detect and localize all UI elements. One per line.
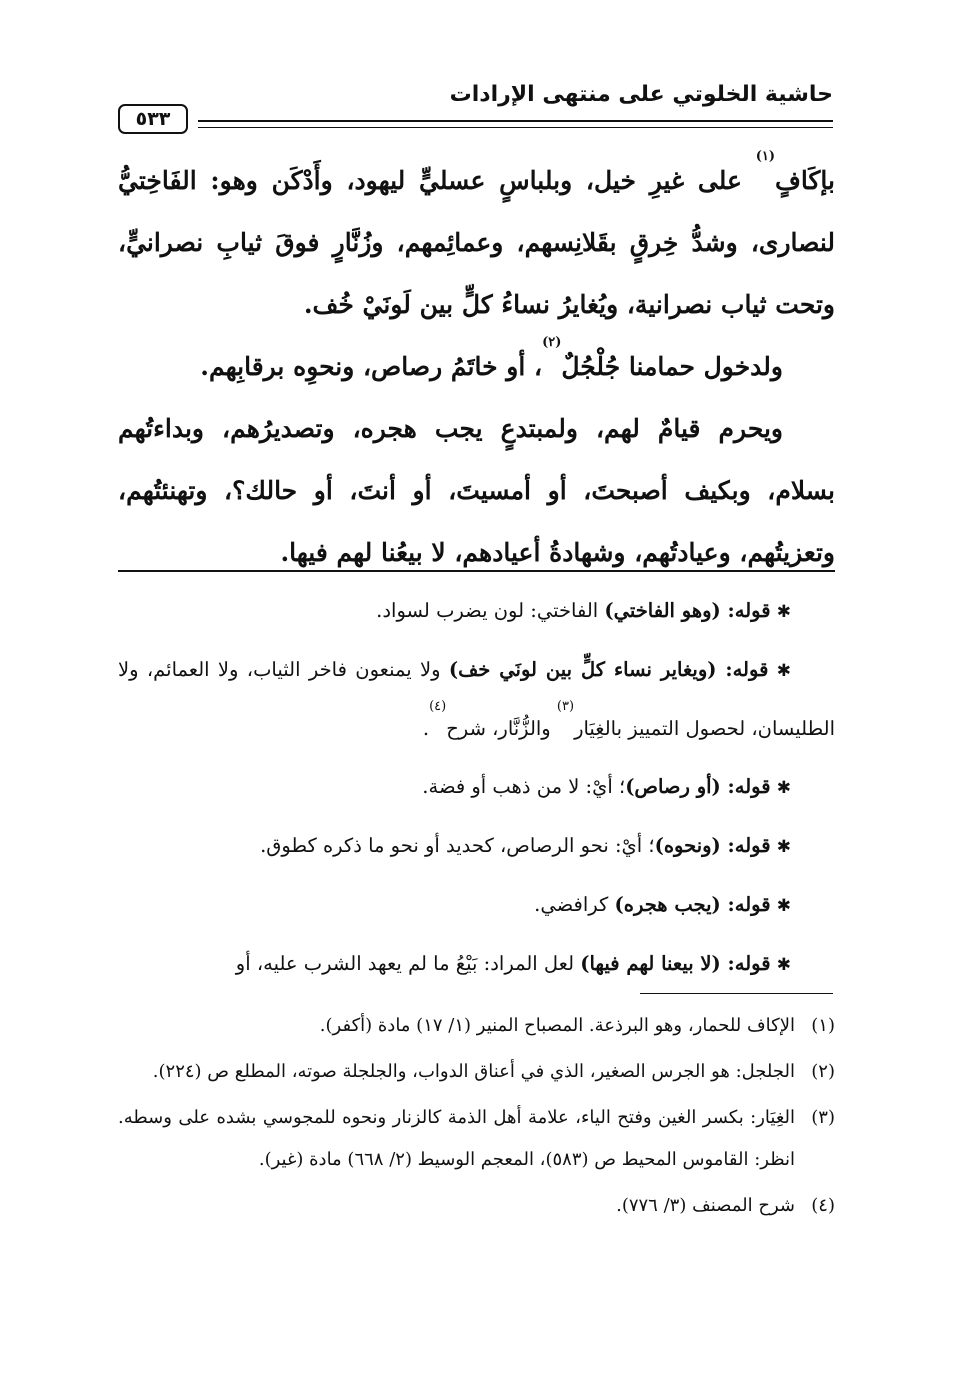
footnote-number: (٣) xyxy=(811,1107,835,1128)
main-paragraph-3: ويحرم قيامٌ لهم، ولمبتدعٍ يجب هجره، وتصديرُهم، وبداءتُهم بسلام، وبكيف أصبحتَ، أو أمسيتَ، أو أنتَ، أو حالك؟، وتهنئتُهم، وتعزيتُهم، وعيادتُهم، وشهادةُ أعيادهم، لا بيعُنا لهم فيها. xyxy=(118,414,835,567)
commentary-text: لعل المراد: بَيْعُ ما لم يعهد الشرب عليه، أو xyxy=(235,952,581,975)
commentary-text: . xyxy=(422,717,430,740)
main-text-run: ولدخول حمامنا جُلْجُلٌ xyxy=(561,352,783,381)
asterisk-icon: ✱ xyxy=(776,778,791,798)
footnote-ref-3: (٣) xyxy=(556,699,575,714)
commentary-section xyxy=(118,582,835,994)
main-separator-line xyxy=(118,570,835,572)
footnote-number: (٢) xyxy=(811,1061,835,1082)
footnote-ref-2: (٢) xyxy=(542,335,562,350)
commentary-lead: قوله: (ويغاير نساء كلٍّ بين لونَي خف) xyxy=(448,658,769,681)
footnote-separator-line xyxy=(640,993,833,994)
asterisk-icon: ✱ xyxy=(776,661,791,681)
footnote-ref-4: (٤) xyxy=(429,699,447,714)
page-number: ٥٣٣ xyxy=(118,104,188,134)
footnote-item xyxy=(118,1097,835,1181)
commentary-text: ؛ أيْ: لا من ذهب أو فضة. xyxy=(422,775,626,798)
commentary-item xyxy=(118,817,835,876)
page-header xyxy=(118,82,833,128)
commentary-lead: قوله: (لا بيعنا لهم فيها) xyxy=(580,952,771,975)
main-paragraph-1 xyxy=(118,150,835,336)
asterisk-icon: ✱ xyxy=(776,896,791,916)
main-text-run: ، أو خاتَمُ رصاص، ونحوِه برقابِهم. xyxy=(200,352,543,381)
main-text-run: على غيرِ خيل، وبلباسٍ عسليٍّ ليهود، وأَدْكَن وهو: الفَاخِتيُّ لنصارى، وشدُّ خِرقٍ بقَلانِسهم، وعمائِمهم، وزُنَّارٍ فوقَ ثيابِ نصرانيٍّ، وتحت ثياب نصرانية، ويُغايرُ نساءُ كلٍّ بين لَونَيْ خُف. xyxy=(118,166,835,319)
asterisk-icon: ✱ xyxy=(776,955,791,975)
running-title: حاشية الخلوتي على منتهى الإرادات xyxy=(449,82,833,107)
commentary-item xyxy=(118,582,835,641)
footnote-item xyxy=(118,1185,835,1227)
main-text-run: بإكَافٍ xyxy=(774,166,835,195)
footnote-text: الغِيَار: بكسر الغين وفتح الياء، علامة أهل الذمة كالزنار ونحوه للمجوسي بشده على وسطه. انظر: القاموس المحيط ص (٥٨٣)، المعجم الوسيط (٢/ ٦٦٨) مادة (غير). xyxy=(118,1107,795,1170)
header-rule xyxy=(198,120,833,128)
commentary-lead: قوله: (يجب هجره) xyxy=(614,893,771,916)
commentary-item xyxy=(118,641,835,758)
footnote-item xyxy=(118,1005,835,1047)
footnotes-section xyxy=(118,1005,835,1231)
commentary-item xyxy=(118,876,835,935)
commentary-lead: قوله: (أو رصاص) xyxy=(625,775,771,798)
commentary-text: كرافضي. xyxy=(534,893,615,916)
commentary-text: ولا يمنعون فاخر الثياب، ولا العمائم، ولا الطليسان، لحصول التمييز بالغِيَار xyxy=(118,658,835,740)
commentary-text: الفاختي: لون يضرب لسواد. xyxy=(376,599,605,622)
footnote-number: (٤) xyxy=(811,1195,835,1216)
asterisk-icon: ✱ xyxy=(776,837,791,857)
footnote-item xyxy=(118,1051,835,1093)
footnote-number: (١) xyxy=(811,1015,835,1036)
commentary-item xyxy=(118,935,835,994)
main-paragraph-2 xyxy=(118,336,835,398)
commentary-text: والزُّنَّار، شرح xyxy=(446,717,557,740)
commentary-lead: قوله: (وهو الفاختي) xyxy=(604,599,771,622)
footnote-ref-1: (١) xyxy=(755,149,775,164)
commentary-item xyxy=(118,758,835,817)
main-text xyxy=(118,150,835,584)
footnote-text: الإكاف للحمار، وهو البرذعة. المصباح المنير (١/ ١٧) مادة (أكفر). xyxy=(319,1015,795,1036)
asterisk-icon: ✱ xyxy=(776,602,791,622)
commentary-lead: قوله: (ونحوه) xyxy=(654,834,771,857)
commentary-text: ؛ أيْ: نحو الرصاص، كحديد أو نحو ما ذكره كطوق. xyxy=(260,834,655,857)
footnote-text: الجلجل: هو الجرس الصغير، الذي في أعناق الدواب، والجلجلة صوته، المطلع ص (٢٢٤). xyxy=(152,1061,795,1082)
footnote-text: شرح المصنف (٣/ ٧٧٦). xyxy=(616,1195,795,1216)
